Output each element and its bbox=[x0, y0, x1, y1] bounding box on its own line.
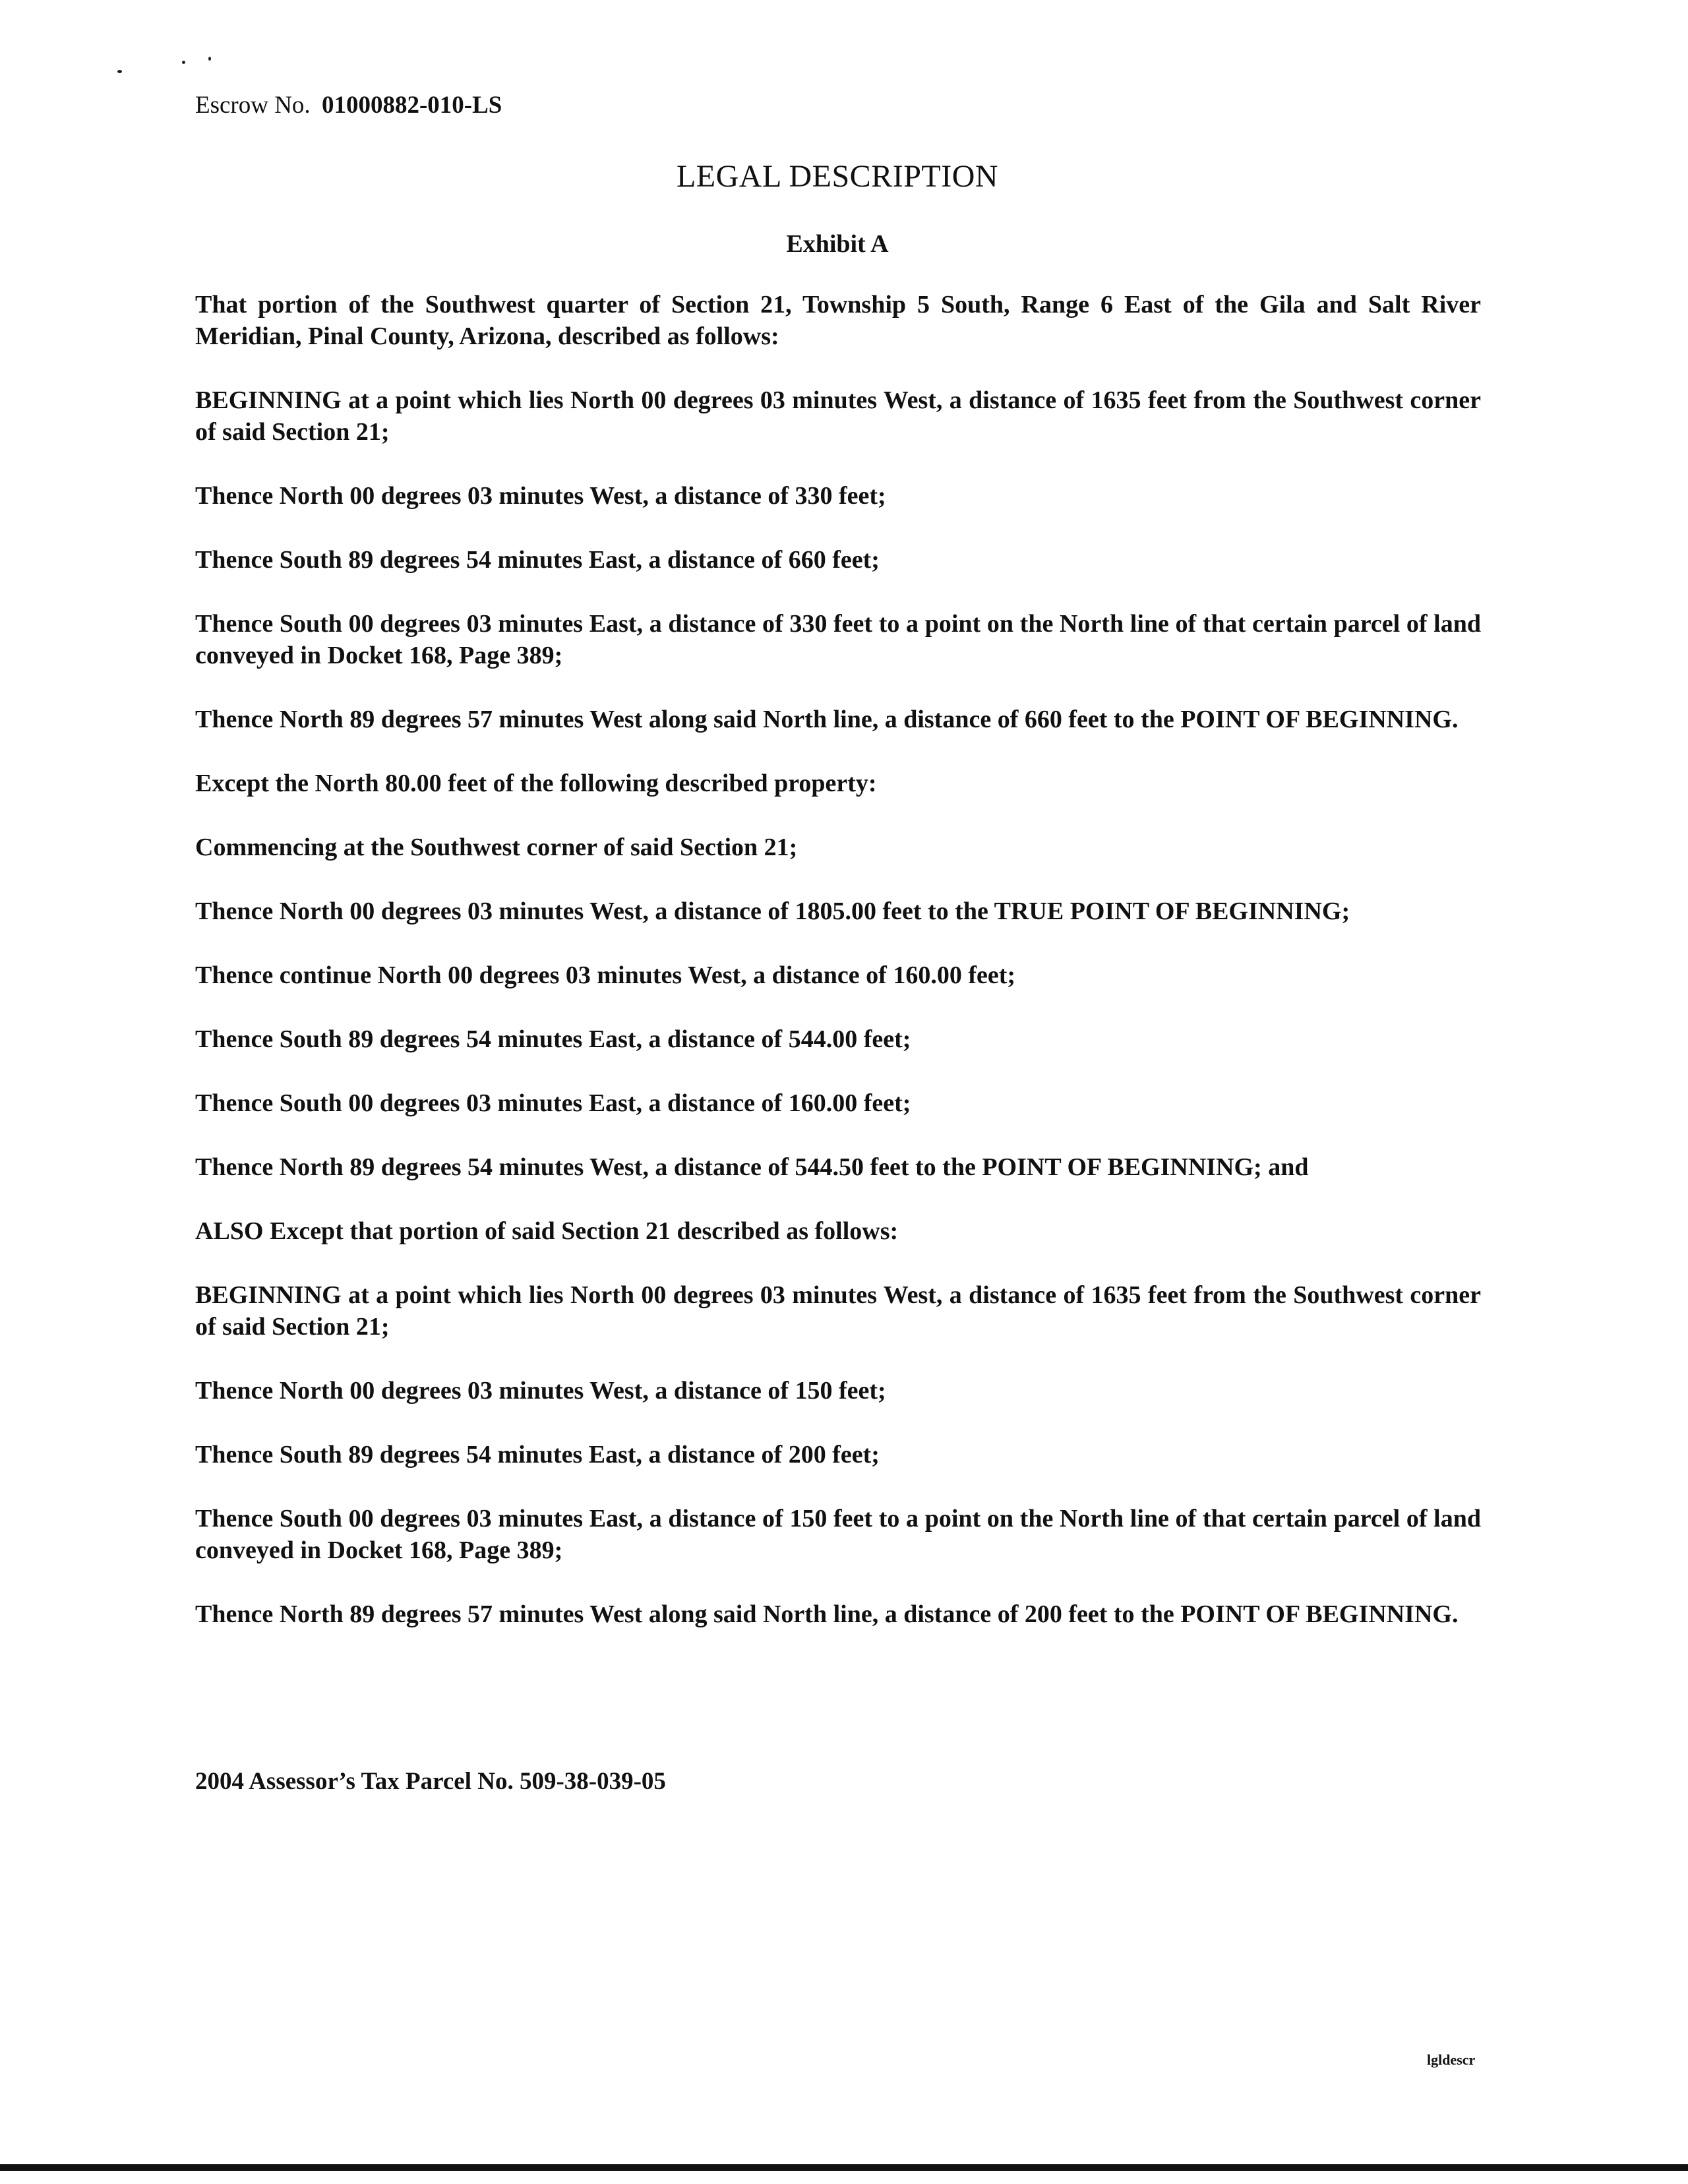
escrow-label: Escrow No. bbox=[195, 92, 311, 119]
paragraph: Thence South 00 degrees 03 minutes East, a distance of 150 feet to a point on the North line of that certain parcel of land conveyed in Docket 168, Page 389; bbox=[195, 1505, 1481, 1564]
scan-bottom-edge bbox=[0, 2164, 1688, 2171]
scan-speck bbox=[117, 70, 122, 73]
document-title: LEGAL DESCRIPTION bbox=[676, 159, 999, 194]
escrow-number: 01000882-010-LS bbox=[321, 92, 502, 119]
paragraph: Thence South 89 degrees 54 minutes East, a distance of 660 feet; bbox=[195, 546, 880, 574]
tax-parcel-number: 2004 Assessor’s Tax Parcel No. 509-38-039-05 bbox=[195, 1768, 666, 1795]
paragraph: Thence North 89 degrees 57 minutes West along said North line, a distance of 660 feet to the POINT OF BEGINNING. bbox=[195, 706, 1459, 733]
paragraph: Thence North 89 degrees 54 minutes West, a distance of 544.50 feet to the POINT OF BEGINNING; and bbox=[195, 1153, 1309, 1181]
scan-speck bbox=[182, 61, 185, 64]
paragraph: Thence South 89 degrees 54 minutes East, a distance of 200 feet; bbox=[195, 1441, 880, 1469]
escrow-line bbox=[195, 91, 502, 119]
footer-code: lgldescr bbox=[1427, 2051, 1476, 2068]
paragraph: That portion of the Southwest quarter of Section 21, Township 5 South, Range 6 East of the Gila and Salt River Meridian, Pinal County, Arizona, described as follows: bbox=[195, 291, 1481, 350]
paragraph: BEGINNING at a point which lies North 00 degrees 03 minutes West, a distance of 1635 feet from the Southwest corner of said Section 21; bbox=[195, 386, 1481, 446]
scan-speck bbox=[208, 57, 211, 61]
paragraph: Thence North 00 degrees 03 minutes West, a distance of 330 feet; bbox=[195, 482, 886, 510]
paragraph: Thence South 00 degrees 03 minutes East, a distance of 330 feet to a point on the North line of that certain parcel of land conveyed in Docket 168, Page 389; bbox=[195, 610, 1481, 669]
legal-description-body bbox=[195, 289, 1481, 1662]
paragraph: Thence North 89 degrees 57 minutes West along said North line, a distance of 200 feet to the POINT OF BEGINNING. bbox=[195, 1600, 1459, 1628]
paragraph: Thence continue North 00 degrees 03 minutes West, a distance of 160.00 feet; bbox=[195, 961, 1016, 989]
exhibit-heading: Exhibit A bbox=[786, 230, 889, 258]
paragraph: Thence South 89 degrees 54 minutes East, a distance of 544.00 feet; bbox=[195, 1025, 911, 1053]
paragraph: ALSO Except that portion of said Section 21 described as follows: bbox=[195, 1217, 899, 1245]
paragraph: Except the North 80.00 feet of the following described property: bbox=[195, 770, 877, 797]
paragraph: BEGINNING at a point which lies North 00 degrees 03 minutes West, a distance of 1635 feet from the Southwest corner of said Section 21; bbox=[195, 1281, 1481, 1341]
paragraph: Commencing at the Southwest corner of said Section 21; bbox=[195, 834, 798, 861]
paragraph: Thence North 00 degrees 03 minutes West, a distance of 150 feet; bbox=[195, 1377, 886, 1405]
paragraph: Thence South 00 degrees 03 minutes East, a distance of 160.00 feet; bbox=[195, 1089, 911, 1117]
paragraph: Thence North 00 degrees 03 minutes West, a distance of 1805.00 feet to the TRUE POINT OF BEGINNING; bbox=[195, 897, 1350, 925]
